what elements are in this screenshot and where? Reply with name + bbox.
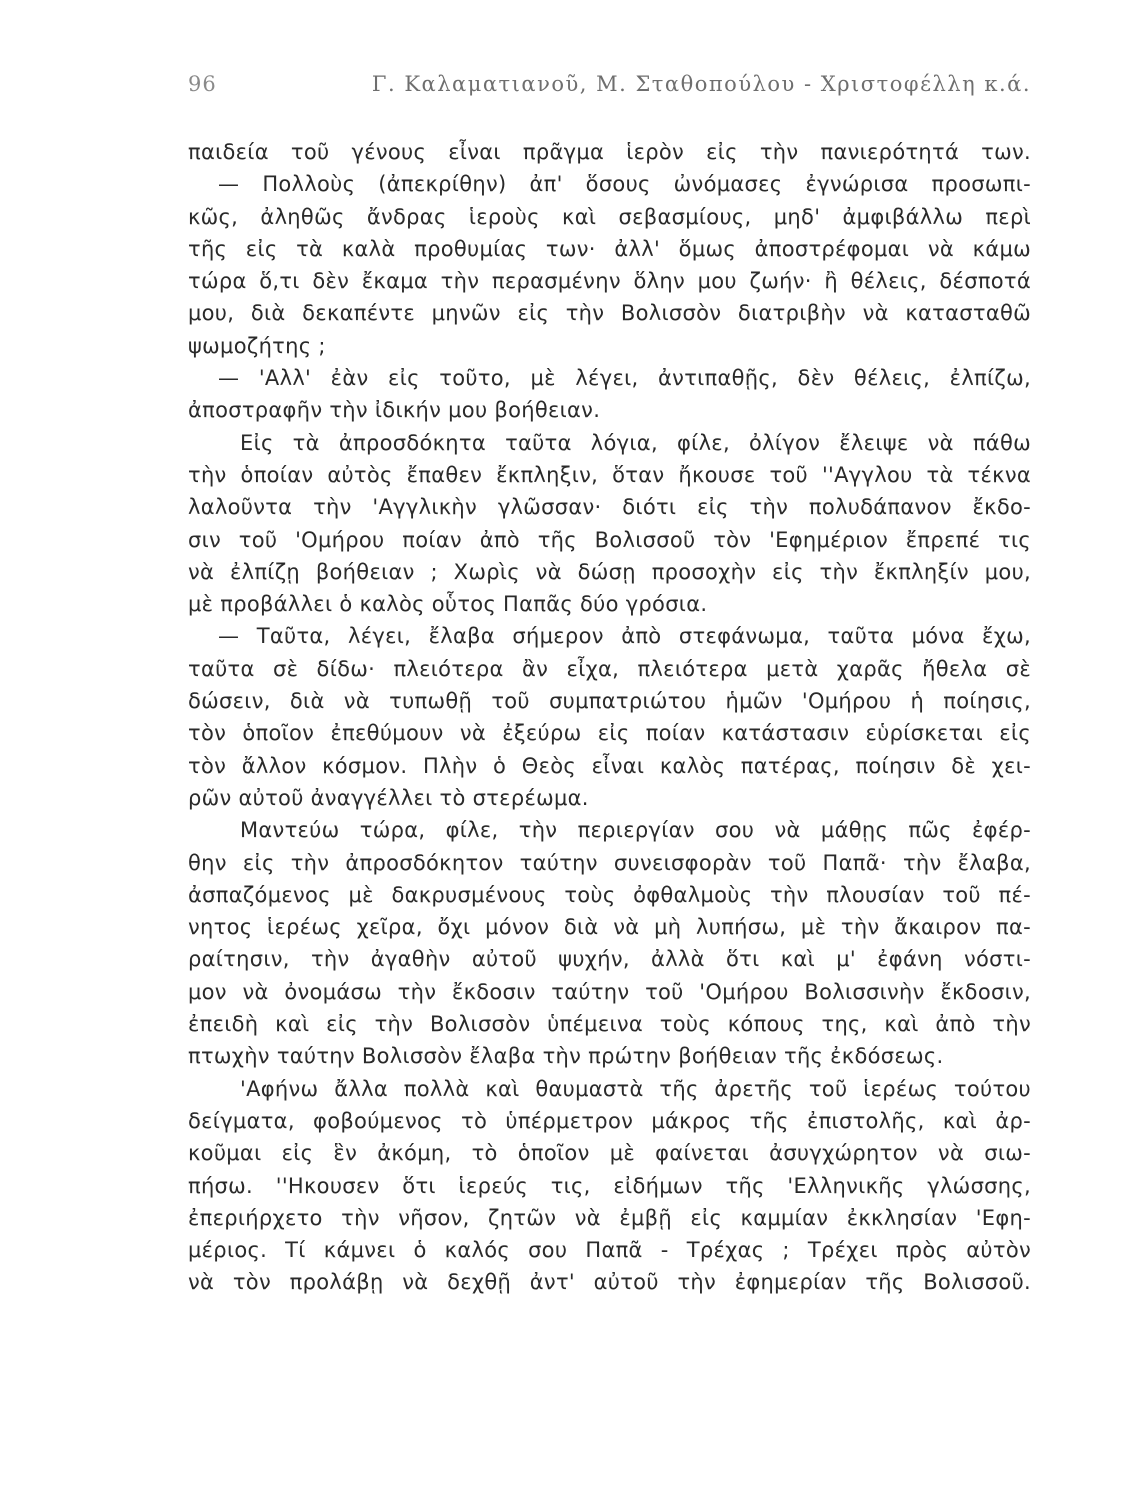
text-line: μον νὰ ὀνομάσω τὴν ἔκδοσιν ταύτην τοῦ 'Ομήρου Βολισσινὴν ἔκδοσιν, (188, 979, 1031, 1004)
text-line: νητος ἱερέως χεῖρα, ὄχι μόνον διὰ νὰ μὴ λυπήσω, μὲ τὴν ἄκαιρον πα- (188, 915, 1031, 940)
text-line: παιδεία τοῦ γένους εἶναι πρᾶγμα ἱερὸν εἰς τὴν πανιερότητά των. (188, 140, 1031, 164)
text-line: κοῦμαι εἰς ἓν ἀκόμη, τὸ ὁποῖον μὲ φαίνεται ἀσυγχώρητον νὰ σιω- (188, 1141, 1031, 1166)
text-line: — Πολλοὺς (ἀπεκρίθην) ἀπ' ὅσους ὠνόμασες ἐγνώρισα προσωπι- (218, 172, 1031, 197)
running-title: Γ. Καλαματιανοῦ, Μ. Σταθοπούλου - Χριστοφέλλη κ.ά. (371, 72, 1031, 96)
body-text (188, 136, 1031, 1299)
text-line: ρῶν αὐτοῦ ἀναγγέλλει τὸ στερέωμα. (188, 785, 589, 810)
text-line: μὲ προβάλλει ὁ καλὸς οὗτος Παπᾶς δύο γρόσια. (188, 592, 708, 617)
text-line: πήσω. ''Ηκουσεν ὅτι ἱερεύς τις, εἰδήμων τῆς 'Ελληνικῆς γλώσσης, (188, 1173, 1031, 1198)
text-line: δείγματα, φοβούμενος τὸ ὑπέρμετρον μάκρος τῆς ἐπιστολῆς, καὶ ἀρ- (188, 1108, 1031, 1133)
text-line: κῶς, ἀληθῶς ἄνδρας ἱεροὺς καὶ σεβασμίους, μηδ' ἀμφιβάλλω περὶ (188, 204, 1031, 229)
text-line: θην εἰς τὴν ἀπροσδόκητον ταύτην συνεισφορὰν τοῦ Παπᾶ· τὴν ἔλαβα, (188, 850, 1031, 875)
text-line: Μαντεύω τώρα, φίλε, τὴν περιεργίαν σου νὰ μάθῃς πῶς ἐφέρ- (240, 818, 1031, 843)
page-number: 96 (188, 72, 217, 96)
text-line: τώρα ὅ,τι δὲν ἔκαμα τὴν περασμένην ὅλην μου ζωήν· ἢ θέλεις, δέσποτά (188, 269, 1031, 294)
text-line: ἐπειδὴ καὶ εἰς τὴν Βολισσὸν ὑπέμεινα τοὺς κόπους της, καὶ ἀπὸ τὴν (188, 1012, 1031, 1037)
text-line: ψωμοζήτης ; (188, 333, 326, 358)
text-line: ραίτησιν, τὴν ἀγαθὴν αὐτοῦ ψυχήν, ἀλλὰ ὅτι καὶ μ' ἐφάνη νόστι- (188, 947, 1031, 972)
text-line: Εἰς τὰ ἀπροσδόκητα ταῦτα λόγια, φίλε, ὀλίγον ἔλειψε νὰ πάθω (240, 430, 1031, 455)
text-line: πτωχὴν ταύτην Βολισσὸν ἔλαβα τὴν πρώτην βοήθειαν τῆς ἐκδόσεως. (188, 1044, 944, 1069)
text-line: ἐπεριήρχετο τὴν νῆσον, ζητῶν νὰ ἐμβῇ εἰς καμμίαν ἐκκλησίαν 'Εφη- (188, 1205, 1031, 1230)
text-line: τὸν ὁποῖον ἐπεθύμουν νὰ ἐξεύρω εἰς ποίαν κατάστασιν εὑρίσκεται εἰς (188, 721, 1031, 746)
text-line: τῆς εἰς τὰ καλὰ προθυμίας των· ἀλλ' ὅμως ἀποστρέφομαι νὰ κάμω (188, 236, 1031, 261)
text-line: νὰ ἐλπίζῃ βοήθειαν ; Χωρὶς νὰ δώσῃ προσοχὴν εἰς τὴν ἔκπληξίν μου, (188, 559, 1031, 584)
running-header (188, 72, 1031, 104)
text-line: λαλοῦντα τὴν 'Αγγλικὴν γλῶσσαν· διότι εἰς τὴν πολυδάπανον ἔκδο- (188, 495, 1031, 520)
text-line: σιν τοῦ 'Ομήρου ποίαν ἀπὸ τῆς Βολισσοῦ τὸν 'Εφημέριον ἔπρεπέ τις (188, 527, 1031, 552)
text-line: μου, διὰ δεκαπέντε μηνῶν εἰς τὴν Βολισσὸν διατριβὴν νὰ κατασταθῶ (188, 301, 1031, 326)
text-line: τὴν ὁποίαν αὐτὸς ἔπαθεν ἔκπληξιν, ὅταν ἤκουσε τοῦ ''Αγγλου τὰ τέκνα (188, 462, 1031, 487)
text-line: νὰ τὸν προλάβῃ νὰ δεχθῇ ἀντ' αὐτοῦ τὴν ἐφημερίαν τῆς Βολισσοῦ. (188, 1270, 1031, 1295)
text-line: ἀσπαζόμενος μὲ δακρυσμένους τοὺς ὀφθαλμοὺς τὴν πλουσίαν τοῦ πέ- (188, 882, 1031, 907)
text-line: τὸν ἄλλον κόσμον. Πλὴν ὁ Θεὸς εἶναι καλὸς πατέρας, ποίησιν δὲ χει- (188, 753, 1031, 778)
text-line: μέριος. Τί κάμνει ὁ καλός σου Παπᾶ - Τρέχας ; Τρέχει πρὸς αὐτὸν (188, 1238, 1031, 1263)
text-line: — 'Αλλ' ἐὰν εἰς τοῦτο, μὲ λέγει, ἀντιπαθῇς, δὲν θέλεις, ἐλπίζω, (218, 366, 1031, 391)
text-line: δώσειν, διὰ νὰ τυπωθῇ τοῦ συμπατριώτου ἡμῶν 'Ομήρου ἡ ποίησις, (188, 689, 1031, 714)
text-line: — Ταῦτα, λέγει, ἔλαβα σήμερον ἀπὸ στεφάνωμα, ταῦτα μόνα ἔχω, (218, 624, 1031, 649)
text-line: ἀποστραφῆν τὴν ἰδικήν μου βοήθειαν. (188, 398, 601, 423)
text-line: 'Αφήνω ἄλλα πολλὰ καὶ θαυμαστὰ τῆς ἀρετῆς τοῦ ἱερέως τούτου (240, 1076, 1031, 1101)
text-line: ταῦτα σὲ δίδω· πλειότερα ἂν εἶχα, πλειότερα μετὰ χαρᾶς ἤθελα σὲ (188, 656, 1031, 681)
